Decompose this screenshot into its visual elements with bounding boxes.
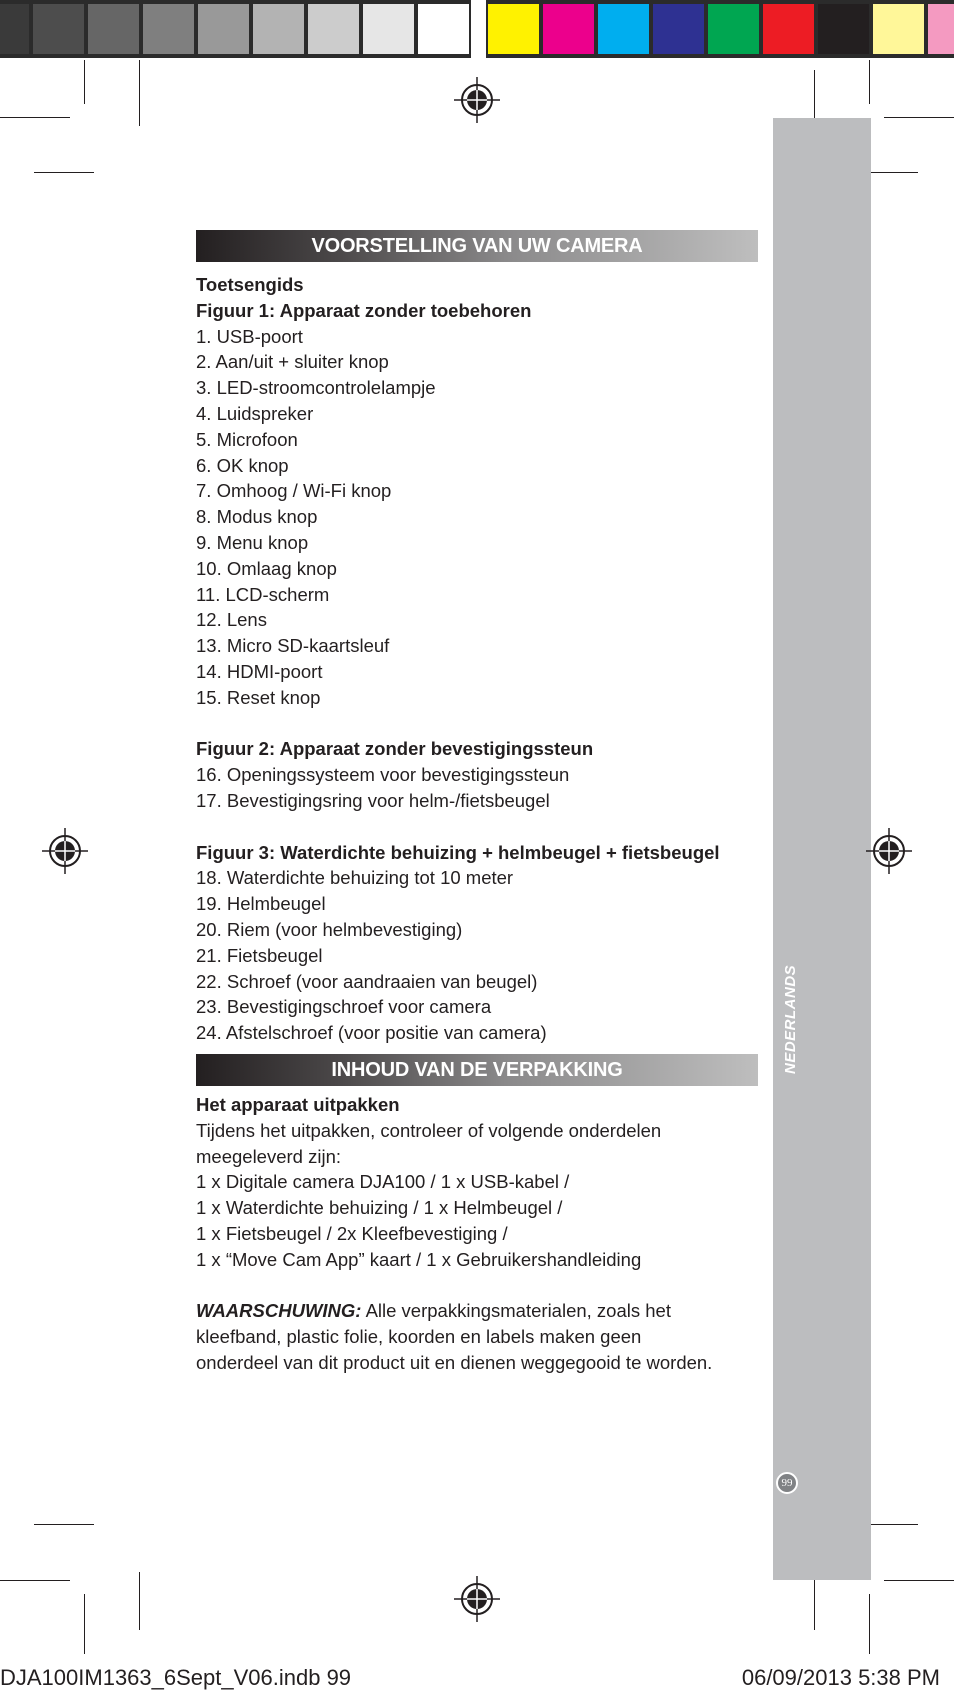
footer-file-slug: DJA100IM1363_6Sept_V06.indb 99 [0, 1665, 352, 1690]
list-item: 24. Afstelschroef (voor positie van camera) [196, 1022, 547, 1044]
registration-mark-icon [454, 1576, 500, 1622]
crop-mark [869, 60, 870, 104]
color-swatch [486, 0, 541, 58]
warning-label: WAARSCHUWING: [196, 1300, 362, 1322]
color-swatch [706, 0, 761, 58]
list-item: 13. Micro SD-kaartsleuf [196, 635, 390, 657]
list-item: 9. Menu knop [196, 531, 309, 553]
page-number-badge: 99 [776, 1472, 798, 1494]
list-item: 2. Aan/uit + sluiter knop [196, 351, 389, 373]
color-swatch [926, 0, 954, 58]
list-item: 8. Modus knop [196, 506, 318, 528]
paragraph-line: Tijdens het uitpakken, controleer of volgende onderdelen [196, 1119, 662, 1141]
figure3-list [196, 865, 758, 1046]
list-item: 23. Bevestigingschroef voor camera [196, 996, 492, 1018]
grey-swatch [251, 0, 306, 58]
language-sidebar [773, 118, 871, 1580]
list-item: 17. Bevestigingsring voor helm-/fietsbeugel [196, 789, 550, 811]
section-header-camera: VOORSTELLING VAN UW CAMERA [196, 230, 758, 262]
crop-mark [0, 1580, 70, 1581]
crop-mark [139, 1572, 140, 1630]
grey-swatch [141, 0, 196, 58]
crop-mark [814, 1572, 815, 1630]
crop-mark [34, 1524, 94, 1525]
grey-swatch [0, 0, 31, 58]
contents-line: 1 x Digitale camera DJA100 / 1 x USB-kabel / [196, 1171, 570, 1193]
list-item: 15. Reset knop [196, 686, 321, 708]
contents-line: 1 x “Move Cam App” kaart / 1 x Gebruikershandleiding [196, 1248, 642, 1270]
figure1-list [196, 324, 758, 711]
registration-mark-icon [42, 828, 88, 874]
color-swatch [651, 0, 706, 58]
warning-text: kleefband, plastic folie, koorden en labels maken geen [196, 1326, 642, 1348]
warning-text: Alle verpakkingsmaterialen, zoals het [361, 1300, 671, 1322]
subtitle-unpacking: Het apparaat uitpakken [196, 1093, 400, 1115]
grey-swatch [361, 0, 416, 58]
list-item: 3. LED-stroomcontrolelampje [196, 377, 436, 399]
figure2-list [196, 762, 758, 814]
grey-swatch [196, 0, 251, 58]
crop-mark [84, 60, 85, 104]
color-calibration-bar [0, 0, 954, 58]
warning-paragraph [196, 1298, 758, 1375]
list-item: 14. HDMI-poort [196, 660, 323, 682]
crop-mark [139, 60, 140, 126]
color-swatch [596, 0, 651, 58]
contents-line: 1 x Waterdichte behuizing / 1 x Helmbeugel / [196, 1197, 563, 1219]
color-swatch [871, 0, 926, 58]
list-item: 16. Openingssysteem voor bevestigingssteun [196, 764, 570, 786]
crop-mark [884, 1580, 954, 1581]
contents-line: 1 x Fietsbeugel / 2x Kleefbevestiging / [196, 1222, 508, 1244]
figure1-heading: Figuur 1: Apparaat zonder toebehoren [196, 299, 532, 321]
page-content [196, 230, 758, 1376]
section-header-package: INHOUD VAN DE VERPAKKING [196, 1054, 758, 1086]
color-swatch [816, 0, 871, 58]
crop-mark [34, 172, 94, 173]
list-item: 5. Microfoon [196, 428, 298, 450]
crop-mark [84, 1594, 85, 1654]
list-item: 22. Schroef (voor aandraaien van beugel) [196, 970, 538, 992]
list-item: 1. USB-poort [196, 325, 303, 347]
crop-mark [884, 117, 954, 118]
list-item: 4. Luidspreker [196, 402, 314, 424]
unpacking-intro [196, 1118, 758, 1170]
list-item: 11. LCD-scherm [196, 583, 330, 605]
figure2-heading: Figuur 2: Apparaat zonder bevestigingssteun [196, 738, 594, 760]
sidebar-language-label: NEDERLANDS [782, 964, 799, 1074]
list-item: 20. Riem (voor helmbevestiging) [196, 918, 463, 940]
grey-swatch [306, 0, 361, 58]
grey-swatch [416, 0, 471, 58]
list-item: 6. OK knop [196, 454, 289, 476]
figure3-heading: Figuur 3: Waterdichte behuizing + helmbeugel + fietsbeugel [196, 841, 720, 863]
crop-mark [869, 1594, 870, 1654]
color-swatch [761, 0, 816, 58]
crop-mark [0, 117, 70, 118]
registration-mark-icon [454, 77, 500, 123]
list-item: 12. Lens [196, 609, 267, 631]
footer-date-slug: 06/09/2013 5:38 PM [741, 1665, 940, 1690]
list-item: 18. Waterdichte behuizing tot 10 meter [196, 867, 514, 889]
registration-mark-icon [866, 828, 912, 874]
paragraph-line: meegeleverd zijn: [196, 1145, 341, 1167]
package-contents [196, 1169, 758, 1272]
list-item: 10. Omlaag knop [196, 557, 337, 579]
warning-text: onderdeel van dit product uit en dienen weggegooid te worden. [196, 1351, 713, 1373]
list-item: 19. Helmbeugel [196, 893, 326, 915]
grey-swatch [31, 0, 86, 58]
grey-swatch [86, 0, 141, 58]
color-swatch [541, 0, 596, 58]
list-item: 7. Omhoog / Wi-Fi knop [196, 480, 392, 502]
subtitle-button-guide: Toetsengids [196, 274, 304, 295]
list-item: 21. Fietsbeugel [196, 944, 323, 966]
